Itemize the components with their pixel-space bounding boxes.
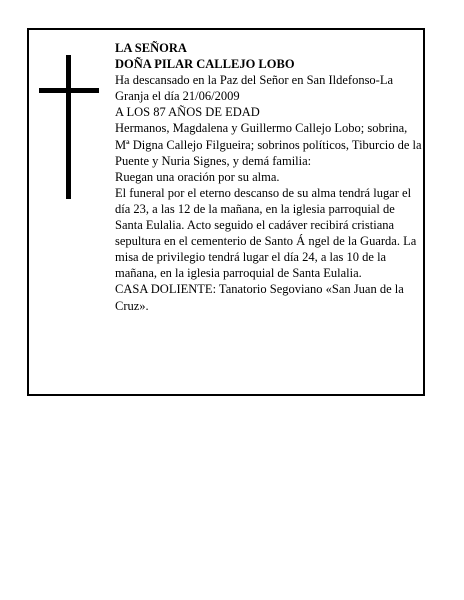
family-members: Hermanos, Magdalena y Guillermo Callejo Lobo; sobrina, Mª Digna Callejo Filgueira; sobrinos políticos, Tiburcio de la Puente y Nuria Signes, y demá familia: bbox=[115, 121, 422, 168]
mourning-house: CASA DOLIENTE: Tanatorio Segoviano «San Juan de la Cruz». bbox=[115, 282, 404, 313]
age-statement: A LOS 87 AÑOS DE EDAD bbox=[115, 105, 260, 120]
honorific: LA SEÑORA bbox=[115, 41, 187, 55]
prayer-request: Ruegan una oración por su alma. bbox=[115, 169, 280, 184]
obituary-text bbox=[115, 40, 423, 314]
cross-horizontal-bar bbox=[39, 88, 99, 93]
obituary-notice bbox=[27, 28, 425, 396]
deceased-name: DOÑA PILAR CALLEJO LOBO bbox=[115, 57, 295, 72]
cross-icon bbox=[39, 55, 99, 199]
cross-vertical-bar bbox=[66, 55, 71, 199]
death-statement: Ha descansado en la Paz del Señor en San Ildefonso-La Granja el día 21/06/2009 bbox=[115, 73, 394, 104]
funeral-details: El funeral por el eterno descanso de su alma tendrá lugar el día 23, a las 12 de la mañana, en la iglesia parroquial de Santa Eulalia. Acto seguido el cadáver recibirá cristiana sepultura en el cementerio de Santo Á ngel de la Guarda. La misa de privilegio tendrá lugar el día 24, a las 10 de la mañana, en la iglesia parroquial de Santa Eulalia. bbox=[115, 185, 417, 281]
